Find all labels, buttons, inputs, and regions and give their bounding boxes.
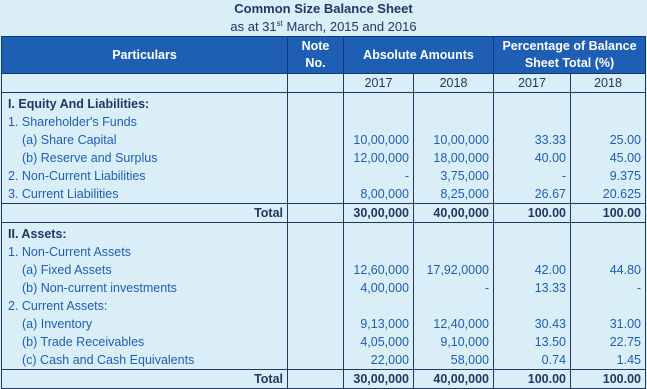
table-row [2,315,646,333]
row-percent-2018 [571,243,646,261]
row-amount-2017: - [344,167,414,185]
total-amount-2017: 30,00,000 [344,204,414,223]
row-label: (b) Non-current investments [2,279,288,297]
total-percent-2017: 100.00 [494,370,571,389]
row-label: 2. Non-Current Liabilities [2,167,288,185]
row-amount-2017: 8,00,000 [344,185,414,204]
row-amount-2018 [414,223,494,244]
year-row [2,74,646,93]
percentage-header [494,37,646,74]
row-amount-2017: 22,000 [344,351,414,370]
row-amount-2018 [414,297,494,315]
row-note [288,149,344,167]
table-row [2,243,646,261]
row-note [288,223,344,244]
row-label: I. Equity And Liabilities: [2,93,288,114]
row-note [288,351,344,370]
row-amount-2018 [414,93,494,114]
table-row [2,149,646,167]
row-percent-2017 [494,113,571,131]
row-amount-2018: 17,92,0000 [414,261,494,279]
row-note [288,243,344,261]
year-blank-note [288,74,344,93]
percentage-header-line1: Percentage of Balance [502,39,637,53]
total-percent-2018: 100.00 [571,204,646,223]
total-amount-2018: 40,00,000 [414,204,494,223]
row-amount-2017: 12,60,000 [344,261,414,279]
table-row [2,113,646,131]
row-percent-2018: 9.375 [571,167,646,185]
row-percent-2018: 25.00 [571,131,646,149]
row-label: (a) Share Capital [2,131,288,149]
total-amount-2018: 40,00,000 [414,370,494,389]
total-row [2,204,646,223]
row-percent-2017: 33.33 [494,131,571,149]
row-percent-2018: 31.00 [571,315,646,333]
row-note [288,261,344,279]
row-percent-2018 [571,113,646,131]
row-amount-2017: 9,13,000 [344,315,414,333]
year-abs-2017: 2017 [344,74,414,93]
table-body [2,93,646,389]
total-note [288,204,344,223]
row-note [288,113,344,131]
total-label: Total [2,204,288,223]
year-blank-particulars [2,74,288,93]
row-percent-2018: 45.00 [571,149,646,167]
row-percent-2017: 26.67 [494,185,571,204]
note-header-line1: Note [301,39,330,53]
row-amount-2018 [414,243,494,261]
row-amount-2017: 4,05,000 [344,333,414,351]
row-note [288,279,344,297]
absolute-amounts-header: Absolute Amounts [344,37,494,74]
row-percent-2018: 22.75 [571,333,646,351]
row-percent-2018: - [571,279,646,297]
subtitle-superscript: st [276,19,283,28]
sheet-subtitle [0,18,647,36]
row-amount-2018 [414,113,494,131]
table-row [2,279,646,297]
row-amount-2018: 10,00,000 [414,131,494,149]
row-label: 3. Current Liabilities [2,185,288,204]
table-row [2,131,646,149]
total-row [2,370,646,389]
row-percent-2018: 44.80 [571,261,646,279]
total-amount-2017: 30,00,000 [344,370,414,389]
row-label: II. Assets: [2,223,288,244]
row-amount-2018: 8,25,000 [414,185,494,204]
row-amount-2018: 9,10,000 [414,333,494,351]
row-percent-2017 [494,223,571,244]
balance-sheet-table [1,36,646,389]
year-abs-2018: 2018 [414,74,494,93]
row-label: 1. Non-Current Assets [2,243,288,261]
row-percent-2018 [571,297,646,315]
row-percent-2018: 20.625 [571,185,646,204]
table-row [2,185,646,204]
total-label: Total [2,370,288,389]
table-row [2,167,646,185]
row-percent-2017: 13.50 [494,333,571,351]
row-amount-2017 [344,113,414,131]
row-amount-2018: 58,000 [414,351,494,370]
row-label: (b) Trade Receivables [2,333,288,351]
table-row [2,297,646,315]
row-note [288,93,344,114]
row-percent-2017: 40.00 [494,149,571,167]
row-amount-2017: 12,00,000 [344,149,414,167]
row-label: (a) Inventory [2,315,288,333]
note-header [288,37,344,74]
row-percent-2017 [494,297,571,315]
row-amount-2017 [344,297,414,315]
table-row [2,351,646,370]
row-amount-2017: 10,00,000 [344,131,414,149]
row-percent-2018: 1.45 [571,351,646,370]
row-percent-2017 [494,243,571,261]
total-note [288,370,344,389]
subtitle-prefix: as at 31 [230,19,277,34]
percentage-header-line2: Sheet Total (%) [524,56,615,70]
subtitle-suffix: March, 2015 and 2016 [282,19,417,34]
row-amount-2018: 3,75,000 [414,167,494,185]
row-percent-2017: 0.74 [494,351,571,370]
row-percent-2017: 13.33 [494,279,571,297]
row-percent-2017 [494,93,571,114]
row-amount-2017 [344,223,414,244]
row-amount-2017 [344,93,414,114]
row-note [288,333,344,351]
row-note [288,315,344,333]
row-note [288,297,344,315]
table-row [2,93,646,114]
row-percent-2017: 42.00 [494,261,571,279]
row-amount-2017: 4,00,000 [344,279,414,297]
row-label: 2. Current Assets: [2,297,288,315]
table-row [2,333,646,351]
particulars-header: Particulars [2,37,288,74]
sheet-title: Common Size Balance Sheet [234,1,413,16]
row-amount-2018: 18,00,000 [414,149,494,167]
row-amount-2018: 12,40,000 [414,315,494,333]
table-row [2,261,646,279]
row-percent-2018 [571,93,646,114]
row-percent-2017: - [494,167,571,185]
row-note [288,131,344,149]
total-percent-2018: 100.00 [571,370,646,389]
row-percent-2018 [571,223,646,244]
row-amount-2018: - [414,279,494,297]
row-label: (c) Cash and Cash Equivalents [2,351,288,370]
row-note [288,167,344,185]
row-label: 1. Shareholder's Funds [2,113,288,131]
row-percent-2017: 30.43 [494,315,571,333]
row-note [288,185,344,204]
year-pct-2017: 2017 [494,74,571,93]
year-pct-2018: 2018 [571,74,646,93]
table-row [2,223,646,244]
row-label: (b) Reserve and Surplus [2,149,288,167]
total-percent-2017: 100.00 [494,204,571,223]
row-label: (a) Fixed Assets [2,261,288,279]
note-header-line2: No. [305,56,326,70]
row-amount-2017 [344,243,414,261]
